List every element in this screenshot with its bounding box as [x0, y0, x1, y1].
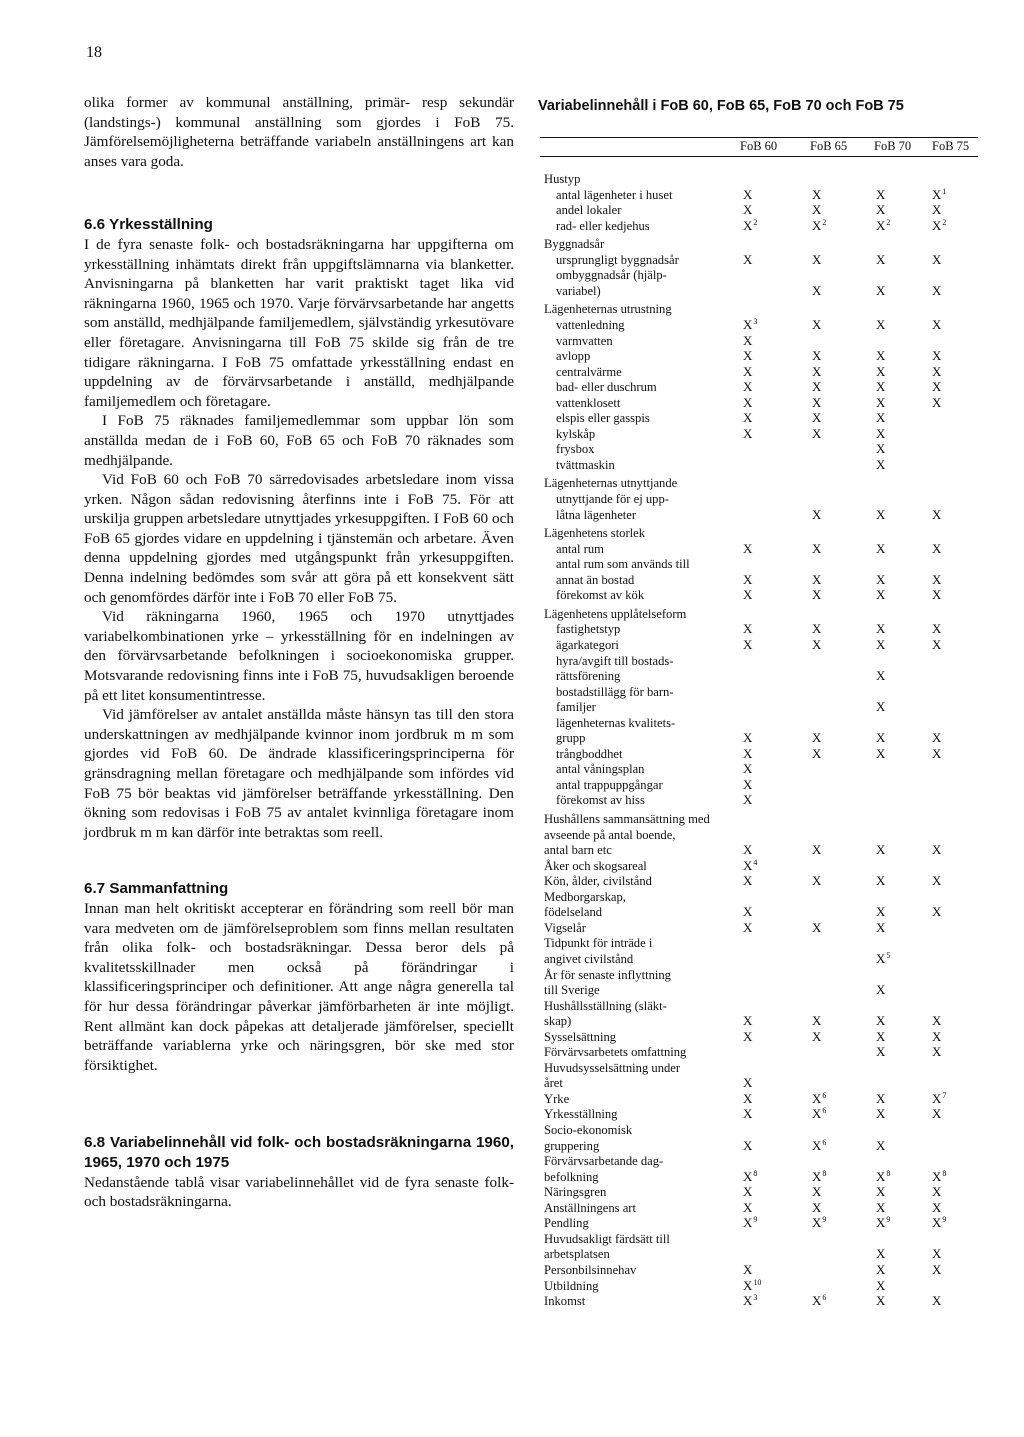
table-cell: X — [876, 745, 886, 761]
table-cell: X — [743, 873, 753, 889]
table-cell: X — [876, 316, 886, 332]
column-header-fob70: FoB 70 — [874, 139, 912, 153]
table-cell: X — [812, 251, 822, 267]
table-cell: X — [876, 904, 886, 920]
table-cell: X — [743, 1184, 753, 1200]
row-label: Åker och skogsareal — [544, 858, 647, 873]
table-cell: X — [932, 379, 942, 395]
table-cell: $X^9$ — [743, 1215, 758, 1231]
table-cell: X — [876, 540, 886, 556]
table-cell: X — [812, 636, 822, 652]
row-label: födelseland — [544, 905, 603, 920]
row-label: Tidpunkt för inträde i — [544, 936, 653, 951]
table-cell: X — [876, 730, 886, 746]
table-cell: X — [876, 873, 886, 889]
table-cell: X — [812, 1013, 822, 1029]
table-cell: X — [932, 363, 942, 379]
table-cell: $X^5$ — [876, 950, 891, 966]
row-label: Huvudsysselsättning under — [544, 1060, 681, 1075]
section-6-8-heading: 6.8 Variabelinnehåll vid folk- och bostadsräkningarna 1960, 1965, 1970 och 1975 — [84, 1134, 514, 1171]
table-cell: $X^7$ — [932, 1090, 947, 1106]
table-cell: X — [743, 186, 753, 202]
table-cell: X — [876, 441, 886, 457]
row-label: centralvärme — [556, 364, 622, 379]
table-cell: $X^2$ — [876, 217, 891, 233]
row-label: Byggnadsår — [544, 237, 605, 252]
table-cell: X — [876, 394, 886, 410]
column-header-fob60: FoB 60 — [740, 139, 778, 153]
table-cell: X — [876, 571, 886, 587]
table-cell: X — [876, 363, 886, 379]
table-cell: X — [932, 202, 942, 218]
table-cell: $X^9$ — [932, 1215, 947, 1231]
row-label: andel lokaler — [556, 203, 622, 218]
table-cell: X — [932, 1261, 942, 1277]
row-label: lägenheternas kvalitets- — [556, 715, 676, 730]
table-cell: X — [812, 186, 822, 202]
table-cell: X — [932, 394, 942, 410]
table-cell: X — [876, 1277, 886, 1293]
table-cell: $X^6$ — [812, 1106, 827, 1122]
row-label: År för senaste inflyttning — [544, 967, 671, 982]
table-cell: X — [876, 982, 886, 998]
row-label: förekomst av hiss — [556, 793, 645, 808]
row-label: antal rum — [556, 541, 604, 556]
table-title: Variabelinnehåll i FoB 60, FoB 65, FoB 70 och FoB 75 — [538, 98, 904, 114]
table-cell: X — [876, 1090, 886, 1106]
table-cell: X — [743, 745, 753, 761]
table-cell: X — [743, 792, 753, 808]
table-cell: X — [932, 282, 942, 298]
row-label: Hushållsställning (släkt- — [544, 998, 667, 1013]
table-cell: X — [876, 919, 886, 935]
table-cell: X — [743, 540, 753, 556]
row-label: bostadstillägg för barn- — [556, 684, 674, 699]
table-cell: X — [876, 1184, 886, 1200]
row-label: frysbox — [556, 442, 595, 457]
row-label: Lägenhetens storlek — [544, 526, 646, 541]
row-label: ägarkategori — [556, 637, 619, 652]
table-cell: X — [743, 761, 753, 777]
row-label: hyra/avgift till bostads- — [556, 653, 674, 668]
row-label: förekomst av kök — [556, 588, 645, 603]
row-label: antal lägenheter i huset — [556, 187, 673, 202]
table-cell: X — [876, 1246, 886, 1262]
row-label: Pendling — [544, 1216, 589, 1231]
table-cell: X — [932, 873, 942, 889]
table-cell: X — [876, 621, 886, 637]
table-cell: X — [743, 1261, 753, 1277]
table-cell: X — [743, 1106, 753, 1122]
table-cell: X — [932, 316, 942, 332]
table-cell: X — [876, 379, 886, 395]
table-cell: X — [743, 202, 753, 218]
row-label: Yrkesställning — [544, 1107, 618, 1122]
row-label: befolkning — [544, 1169, 599, 1184]
row-label: elspis eller gasspis — [556, 411, 650, 426]
table-cell: X — [876, 348, 886, 364]
table-cell: X — [812, 587, 822, 603]
row-label: till Sverige — [544, 983, 600, 998]
intro-paragraph: olika former av kommunal anställning, primär- resp sekundär (landstings-) kommunal anställning som gjordes i FoB 75. Jämförelsemöjligheterna beträffande variabeln anställningens art kan anses vara goda. — [84, 94, 514, 170]
row-label: grupp — [556, 731, 586, 746]
table-cell: X — [812, 379, 822, 395]
table-cell: X — [876, 668, 886, 684]
row-label: antal trappuppgångar — [556, 777, 663, 792]
section-6-7-paragraph-1: Innan man helt okritiskt accepterar en förändring som reell bör man vara medveten om de jämförelseproblem som finns mellan resultaten från olika folk- och bostadsräkningar. Dessa beror dels på kvalitetsskillnader men också på förändringar i klassificeringsprinciper och definitioner. Att ange några generella tal för hur dessa förändringar påverkar jämförbarheten är inte möjligt. Rent allmänt kan dock påpekas att detaljerade jämförelser, speciellt beträffande variablerna yrke och näringsgren, bör ske med stor försiktighet. — [84, 899, 514, 1074]
page-number: 18 — [86, 44, 102, 61]
table-cell: X — [743, 621, 753, 637]
table-cell: $X^8$ — [876, 1168, 891, 1184]
table-cell: X — [812, 1199, 822, 1215]
table-cell: X — [876, 1013, 886, 1029]
table-cell: X — [932, 1106, 942, 1122]
table-cell: X — [812, 202, 822, 218]
table-cell: X — [812, 873, 822, 889]
table-cell: $X^6$ — [812, 1293, 827, 1309]
table-cell: X — [876, 842, 886, 858]
row-label: Förvärvsarbetets omfattning — [544, 1045, 687, 1060]
table-cell: X — [812, 571, 822, 587]
row-label: variabel) — [556, 283, 601, 298]
table-cell: X — [932, 842, 942, 858]
table-cell: X — [812, 506, 822, 522]
table-cell: X — [743, 571, 753, 587]
table-cell: $X^3$ — [743, 316, 758, 332]
row-label: ursprungligt byggnadsår — [556, 252, 679, 267]
table-cell: X — [743, 379, 753, 395]
table-cell: $X^6$ — [812, 1090, 827, 1106]
row-label: Förvärvsarbetande dag- — [544, 1154, 664, 1169]
table-cell: X — [876, 456, 886, 472]
table-cell: X — [932, 571, 942, 587]
table-cell: X — [812, 621, 822, 637]
table-cell: X — [812, 730, 822, 746]
table-cell: X — [876, 1044, 886, 1060]
row-label: varmvatten — [556, 333, 613, 348]
row-label: fastighetstyp — [556, 622, 621, 637]
table-cell: X — [743, 919, 753, 935]
row-label: Lägenheternas utnyttjande — [544, 476, 678, 491]
row-label: angivet civilstånd — [544, 951, 634, 966]
table-cell: X — [812, 394, 822, 410]
table-cell: X — [932, 506, 942, 522]
table-cell: X — [743, 587, 753, 603]
table-cell: X — [876, 506, 886, 522]
table-cell: X — [932, 1184, 942, 1200]
row-label: Hustyp — [544, 172, 581, 186]
row-label: Näringsgren — [544, 1185, 607, 1200]
section-6-6-paragraph-2: I FoB 75 räknades familjemedlemmar som uppbar lön som anställda medan de i FoB 60, FoB 65 och FoB 70 räknades som medhjälpande. — [84, 412, 514, 469]
row-label: utnyttjande för ej upp- — [556, 492, 669, 506]
table-cell: $X^8$ — [812, 1168, 827, 1184]
table-cell: X — [932, 1199, 942, 1215]
table-cell: X — [932, 540, 942, 556]
table-cell: X — [876, 1028, 886, 1044]
table-cell: X — [932, 745, 942, 761]
table-cell: X — [876, 1293, 886, 1309]
table-cell: X — [812, 410, 822, 426]
row-label: avseende på antal boende, — [544, 827, 676, 842]
row-label: antal barn etc — [544, 843, 612, 858]
row-label: antal våningsplan — [556, 762, 645, 777]
row-label: antal rum som används till — [556, 557, 690, 572]
table-cell: $X^6$ — [812, 1137, 827, 1153]
row-label: rättsförening — [556, 669, 621, 684]
table-cell: X — [876, 425, 886, 441]
table-cell: X — [743, 425, 753, 441]
row-label: gruppering — [544, 1138, 600, 1153]
table-cell: X — [876, 410, 886, 426]
section-6-6-heading: 6.6 Yrkesställning — [84, 216, 213, 234]
table-cell: X — [876, 1137, 886, 1153]
column-header-fob75: FoB 75 — [932, 139, 970, 153]
table-cell: X — [932, 904, 942, 920]
section-6-6-paragraph-3: Vid FoB 60 och FoB 70 särredovisades arbetsledare inom vissa yrken. Någon sådan redovisning återfinns inte i FoB 75. För att urskilja gruppen arbetsledare utnyttjades yrkesuppgiften. I FoB 60 och FoB 65 gjordes vidare en uppdelning i tjänstemän och arbetare. Även denna uppdelning gjordes med utgångspunkt från yrkesuppgiften. Denna indelning bedömdes som svår att göra på ett konsekvent sätt och genomfördes därför inte i FoB 70 eller FoB 75. — [84, 471, 514, 606]
column-header-fob65: FoB 65 — [810, 139, 848, 153]
row-label: bad- eller duschrum — [556, 380, 657, 395]
table-cell: X — [812, 745, 822, 761]
row-label: Sysselsättning — [544, 1029, 617, 1044]
row-label: Personbilsinnehav — [544, 1262, 637, 1277]
table-cell: X — [876, 636, 886, 652]
section-6-8-paragraph-1: Nedanstående tablå visar variabelinnehållet vid de fyra senaste folk- och bostadsräkningarna. — [84, 1173, 514, 1211]
table-cell: $X^2$ — [812, 217, 827, 233]
table-cell: X — [812, 1184, 822, 1200]
row-label: arbetsplatsen — [544, 1247, 610, 1262]
table-cell: X — [743, 776, 753, 792]
table-cell: X — [812, 919, 822, 935]
table-cell: X — [876, 251, 886, 267]
table-cell: X — [932, 251, 942, 267]
section-6-6-paragraph-5: Vid jämförelser av antalet anställda måste hänsyn tas till den stora underskattningen av medhjälpande kvinnor inom jordbruk m m som gjordes vid FoB 60. De ändrade klassificeringsprinciperna för gränsdragning mellan företagare och medhjälpande som infördes vid FoB 75 bör beaktas vid jämförelser beträffande yrkesställning. Den ökning som redovisas i FoB 75 av antalet kvinnliga företagare inom jordbruk m m kan därför inte betraktas som reell. — [84, 706, 514, 841]
table-cell: X — [743, 1090, 753, 1106]
table-cell: X — [743, 1137, 753, 1153]
row-label: Kön, ålder, civilstånd — [544, 874, 652, 889]
table-cell: X — [932, 1293, 942, 1309]
table-cell: $X^2$ — [932, 217, 947, 233]
row-label: Yrke — [544, 1091, 570, 1106]
table-cell: X — [932, 587, 942, 603]
table-cell: X — [812, 425, 822, 441]
row-label: Lägenheternas utrustning — [544, 302, 672, 317]
row-label: året — [544, 1076, 563, 1091]
table-cell: X — [812, 363, 822, 379]
table-cell: X — [743, 394, 753, 410]
table-cell: X — [812, 348, 822, 364]
table-cell: $X^9$ — [812, 1215, 827, 1231]
table-cell: X — [932, 730, 942, 746]
row-label: vattenledning — [556, 317, 625, 332]
row-label: Lägenhetens upplåtelseform — [544, 606, 687, 621]
table-cell: X — [876, 186, 886, 202]
table-cell: X — [876, 202, 886, 218]
row-label: rad- eller kedjehus — [556, 218, 650, 233]
table-cell: X — [743, 904, 753, 920]
table-cell: X — [812, 540, 822, 556]
table-cell: $X^4$ — [743, 857, 758, 873]
table-cell: X — [932, 1044, 942, 1060]
row-label: trångboddhet — [556, 746, 623, 761]
table-cell: X — [812, 316, 822, 332]
table-cell: X — [932, 636, 942, 652]
row-label: Anställningens art — [544, 1200, 636, 1215]
row-label: Utbildning — [544, 1278, 599, 1293]
row-label: Huvudsakligt färdsätt till — [544, 1231, 670, 1246]
section-6-7-heading: 6.7 Sammanfattning — [84, 880, 229, 898]
row-label: Medborgarskap, — [544, 889, 626, 904]
table-cell: X — [812, 1028, 822, 1044]
table-cell: $X^{10}$ — [743, 1277, 762, 1293]
table-cell: X — [876, 1261, 886, 1277]
table-cell: $X^9$ — [876, 1215, 891, 1231]
table-cell: X — [743, 730, 753, 746]
row-label: Socio-ekonomisk — [544, 1123, 633, 1137]
table-cell: X — [743, 251, 753, 267]
table-cell: X — [743, 410, 753, 426]
left-column — [84, 93, 514, 1212]
table-cell: X — [743, 842, 753, 858]
table-cell: X — [932, 1028, 942, 1044]
row-label: Hushållens sammansättning med — [544, 812, 710, 826]
table-cell: X — [932, 348, 942, 364]
table-cell: X — [932, 1246, 942, 1262]
row-label: vattenklosett — [556, 395, 621, 410]
table-cell: $X^8$ — [743, 1168, 758, 1184]
row-label: familjer — [556, 700, 596, 715]
table-cell: X — [743, 332, 753, 348]
table-cell: X — [743, 363, 753, 379]
table-cell: X — [876, 699, 886, 715]
table-cell: X — [876, 1199, 886, 1215]
table-cell: X — [876, 1106, 886, 1122]
table-cell: X — [743, 1075, 753, 1091]
table-header — [540, 137, 978, 157]
table-cell: X — [743, 1013, 753, 1029]
table-cell: X — [743, 1199, 753, 1215]
row-label: låtna lägenheter — [556, 507, 637, 522]
table-cell: X — [812, 282, 822, 298]
table-cell: $X^8$ — [932, 1168, 947, 1184]
section-6-6-paragraph-1: I de fyra senaste folk- och bostadsräkningarna har uppgifterna om yrkesställning inhämtats direkt från uppgiftslämnarna via blanketter. Anvisningarna på blanketten har varit praktiskt taget lika vid räkningarna 1960, 1965 och 1970. Varje förvärvsarbetande har angetts som anställd, medhjälpande familjemedlem, självständig yrkesutövare eller företagare. Anvisningarna till FoB 75 skilde sig från de tre tidigare räkningarna. I FoB 75 omfattade yrkesställning endast en uppdelning av de förvärvsarbetande i anställd, medhjälpande familjemedlem och företagare. — [84, 235, 514, 410]
table-cell: X — [812, 842, 822, 858]
table-cell: $X^2$ — [743, 217, 758, 233]
table-cell: X — [743, 636, 753, 652]
table-cell: $X^3$ — [743, 1293, 758, 1309]
table-cell: X — [743, 348, 753, 364]
row-label: Inkomst — [544, 1294, 586, 1309]
table-cell: X — [932, 621, 942, 637]
table-cell: $X^1$ — [932, 186, 947, 202]
table-cell: X — [932, 1013, 942, 1029]
row-label: tvättmaskin — [556, 457, 615, 472]
row-label: avlopp — [556, 349, 591, 364]
table-cell: X — [743, 1028, 753, 1044]
row-label: skap) — [544, 1014, 572, 1029]
section-6-6-paragraph-4: Vid räkningarna 1960, 1965 och 1970 utnyttjades variabelkombinationen yrke – yrkesställning för en indelningen av den förvärvsarbetande befolkningen i socioekonomiska grupper. Motsvarande redovisning finns inte i FoB 75, huvudsakligen beroende på ett litet konsumentintresse. — [84, 608, 514, 704]
row-label: ombyggnadsår (hjälp- — [556, 268, 667, 283]
row-label: annat än bostad — [556, 572, 635, 587]
row-label: kylskåp — [556, 426, 596, 441]
table-cell: X — [876, 282, 886, 298]
table-cell: X — [876, 587, 886, 603]
row-label: Vigselår — [544, 920, 586, 935]
